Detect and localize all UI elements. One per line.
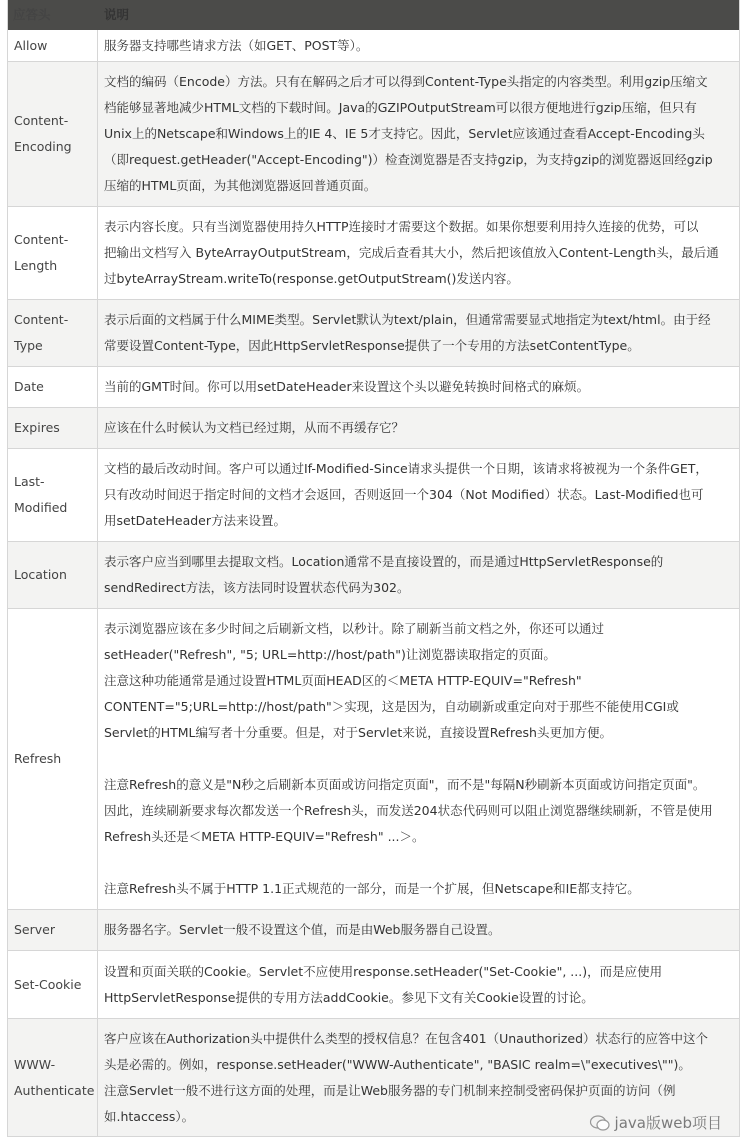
table-row [8,951,739,1019]
header-name-cell [8,449,98,541]
description-cell [98,30,739,61]
header-name-cell [8,910,98,950]
description-line: 文档的最后改动时间。客户可以通过If-Modified-Since请求头提供一个日期，该请求将被视为一个条件GET， [104,461,708,476]
header-name: Modified [14,500,68,515]
description-cell [98,62,739,206]
header-name-cell [8,207,98,299]
description-cell [98,910,739,950]
table-row [8,300,739,367]
header-name-cell [8,951,98,1018]
description-line: 文档的编码（Encode）方法。只有在解码之后才可以得到Content-Type头指定的内容类型。利用gzip压缩文 [104,74,708,89]
table-row [8,910,739,951]
description-line: 压缩的HTML页面，为其他浏览器返回普通页面。 [104,178,377,193]
header-name-cell [8,1019,98,1136]
description-cell [98,300,739,366]
description-cell [98,449,739,541]
description-line: 设置和页面关联的Cookie。Servlet不应使用response.setHeader("Set-Cookie", ...)，而是应使用 [104,963,663,979]
description-cell [98,408,739,448]
description-line: 表示后面的文档属于什么MIME类型。Servlet默认为text/plain，但通常需要显式地指定为text/html。由于经 [104,312,711,327]
description-line: Refresh头还是＜META HTTP-EQUIV="Refresh" ...＞。 [104,829,425,844]
description-line: 注意Refresh的意义是"N秒之后刷新本页面或访问指定页面"，而不是"每隔N秒刷新本页面或访问指定页面"。 [104,777,706,792]
watermark [589,1112,722,1133]
description-line: CONTENT="5;URL=http://host/path"＞实现，这是因为，自动刷新或重定向对于那些不能使用CGI或 [104,699,679,714]
description-line: 头是必需的。例如，response.setHeader("WWW-Authenticate", "BASIC realm=\"executives\"")。 [104,1056,691,1072]
description-line: setHeader("Refresh", "5; URL=http://host/path")让浏览器读取指定的页面。 [104,647,556,662]
description-line: 表示浏览器应该在多少时间之后刷新文档，以秒计。除了刷新当前文档之外，你还可以通过 [104,621,605,636]
table-row [8,542,739,609]
header-name: Last- [14,474,45,489]
header-name: Date [14,379,44,394]
header-name: Content- [14,113,69,128]
header-name: Allow [14,37,48,53]
watermark-text: java版web项目 [614,1114,722,1132]
description-line: 因此，连续刷新要求每次都发送一个Refresh头，而发送204状态代码则可以阻止浏览器继续刷新，不管是使用 [104,803,713,818]
description-cell [98,542,739,608]
description-cell [98,207,739,299]
table-row [8,408,739,449]
table-row [8,609,739,910]
http-response-headers-table [7,0,740,1137]
header-name: Encoding [14,139,72,154]
description-line: 过byteArrayStream.writeTo(response.getOutputStream()发送内容。 [104,271,519,286]
header-name: WWW- [14,1056,56,1072]
header-name: Server [14,922,55,937]
wechat-icon [589,1114,611,1132]
header-col-description: 说明 [104,7,130,22]
header-name-cell [8,300,98,366]
header-name: Set-Cookie [14,976,82,992]
description-line: 当前的GMT时间。你可以用setDateHeader来设置这个头以避免转换时间格式的麻烦。 [104,379,590,394]
description-line: Unix上的Netscape和Windows上的IE 4、IE 5才支持它。因此，Servlet应该通过查看Accept-Encoding头 [104,126,705,141]
description-line: 服务器支持哪些请求方法（如GET、POST等）。 [104,37,369,53]
header-name: Type [14,338,43,353]
header-name-cell [8,62,98,206]
header-name-cell [8,367,98,407]
description-line: 表示客户应当到哪里去提取文档。Location通常不是直接设置的，而是通过HttpServletResponse的 [104,554,664,569]
description-cell [98,609,739,909]
description-line [104,850,739,876]
table-row [8,30,739,62]
table-row [8,207,739,300]
description-line: 表示内容长度。只有当浏览器使用持久HTTP连接时才需要这个数据。如果你想要利用持久连接的优势，可以 [104,219,699,234]
table-row [8,62,739,207]
description-line: 注意这种功能通常是通过设置HTML页面HEAD区的＜META HTTP-EQUIV="Refresh" [104,673,582,688]
table-row [8,449,739,542]
header-col-response-header: 应答头 [13,7,51,22]
header-name: Authenticate [14,1082,95,1098]
header-name: Expires [14,420,60,435]
description-line: 把输出文档写入 ByteArrayOutputStream，完成后查看其大小，然后把该值放入Content-Length头，最后通 [104,245,719,260]
table-header [8,0,739,30]
header-name-cell [8,609,98,909]
description-line [104,746,739,772]
header-name-cell [8,542,98,608]
description-line: 应该在什么时候认为文档已经过期，从而不再缓存它？ [104,420,405,435]
description-cell [98,951,739,1018]
description-line: Servlet的HTML编写者十分重要。但是，对于Servlet来说，直接设置Refresh头更加方便。 [104,725,612,740]
description-line: 如.htaccess）。 [104,1108,195,1124]
description-line: sendRedirect方法，该方法同时设置状态代码为302。 [104,580,410,595]
header-name: Content- [14,232,69,247]
description-line: （即request.getHeader("Accept-Encoding")）检查浏览器是否支持gzip，为支持gzip的浏览器返回经gzip [104,152,713,167]
table-row [8,367,739,408]
description-line: 档能够显著地减少HTML文档的下载时间。Java的GZIPOutputStream可以很方便地进行gzip压缩，但只有 [104,100,697,115]
description-line: 用setDateHeader方法来设置。 [104,513,286,528]
description-line: 常要设置Content-Type，因此HttpServletResponse提供了一个专用的方法setContentType。 [104,338,640,353]
description-line: 只有改动时间迟于指定时间的文档才会返回，否则返回一个304（Not Modified）状态。Last-Modified也可 [104,487,704,502]
header-name-cell [8,30,98,61]
description-line: 客户应该在Authorization头中提供什么类型的授权信息？在包含401（Unauthorized）状态行的应答中这个 [104,1030,709,1046]
description-line: 服务器名字。Servlet一般不设置这个值，而是由Web服务器自己设置。 [104,922,501,937]
description-cell [98,367,739,407]
description-line: HttpServletResponse提供的专用方法addCookie。参见下文有关Cookie设置的讨论。 [104,989,594,1005]
header-name: Length [14,258,58,273]
header-name: Refresh [14,751,62,766]
description-line: 注意Refresh头不属于HTTP 1.1正式规范的一部分，而是一个扩展，但Netscape和IE都支持它。 [104,881,640,896]
header-name: Content- [14,312,69,327]
header-name: Location [14,567,67,582]
header-name-cell [8,408,98,448]
table-body [8,30,739,1137]
description-line: 注意Servlet一般不进行这方面的处理，而是让Web服务器的专门机制来控制受密码保护页面的访问（例 [104,1082,676,1098]
